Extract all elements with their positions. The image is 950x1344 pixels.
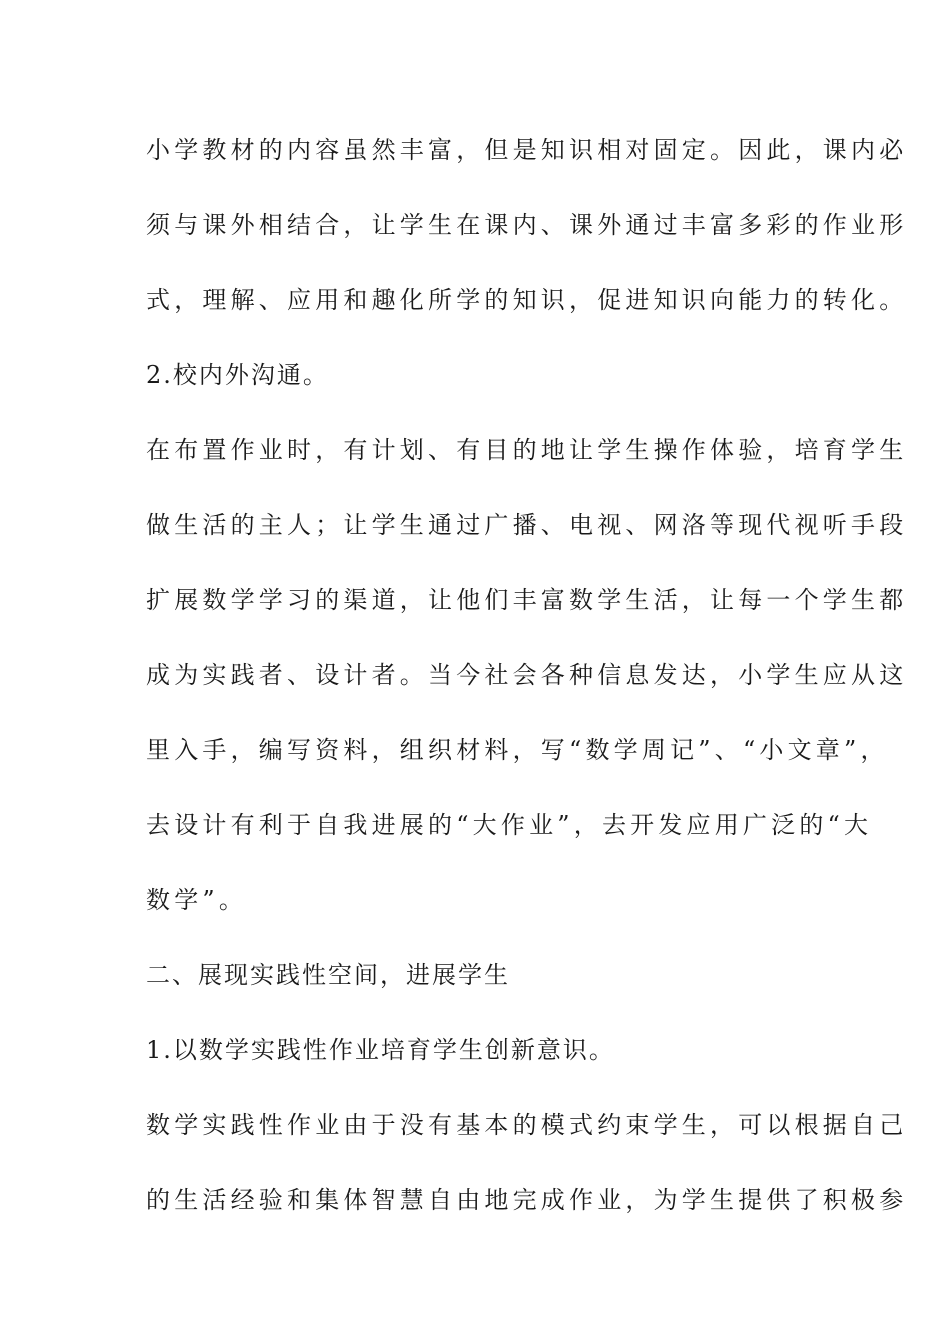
paragraph-line: 做生活的主人；让学生通过广播、电视、网洛等现代视听手段 xyxy=(146,511,908,539)
paragraph-line: 成为实践者、设计者。当今社会各种信息发达，小学生应从这 xyxy=(146,661,908,689)
paragraph-line: 数学”。 xyxy=(146,886,248,914)
paragraph-line: 扩展数学学习的渠道，让他们丰富数学生活，让每一个学生都 xyxy=(146,586,908,614)
paragraph-line: 小学教材的内容虽然丰富，但是知识相对固定。因此，课内必 xyxy=(146,136,908,164)
paragraph-line: 去设计有利于自我进展的“大作业”，去开发应用广泛的“大 xyxy=(146,811,873,839)
subsection-heading: 1.以数学实践性作业培育学生创新意识。 xyxy=(146,1036,615,1064)
paragraph-line: 的生活经验和集体智慧自由地完成作业，为学生提供了积极参 xyxy=(146,1186,908,1214)
paragraph-line: 里入手，编写资料，组织材料，写“数学周记”、“小文章”， xyxy=(146,736,889,764)
paragraph-line: 须与课外相结合，让学生在课内、课外通过丰富多彩的作业形 xyxy=(146,211,908,239)
subsection-heading: 2.校内外沟通。 xyxy=(146,361,329,389)
section-heading: 二、展现实践性空间，进展学生 xyxy=(146,961,510,989)
paragraph-line: 数学实践性作业由于没有基本的模式约束学生，可以根据自己 xyxy=(146,1111,908,1139)
paragraph-line: 式，理解、应用和趣化所学的知识，促进知识向能力的转化。 xyxy=(146,286,908,314)
paragraph-line: 在布置作业时，有计划、有目的地让学生操作体验，培育学生 xyxy=(146,436,908,464)
